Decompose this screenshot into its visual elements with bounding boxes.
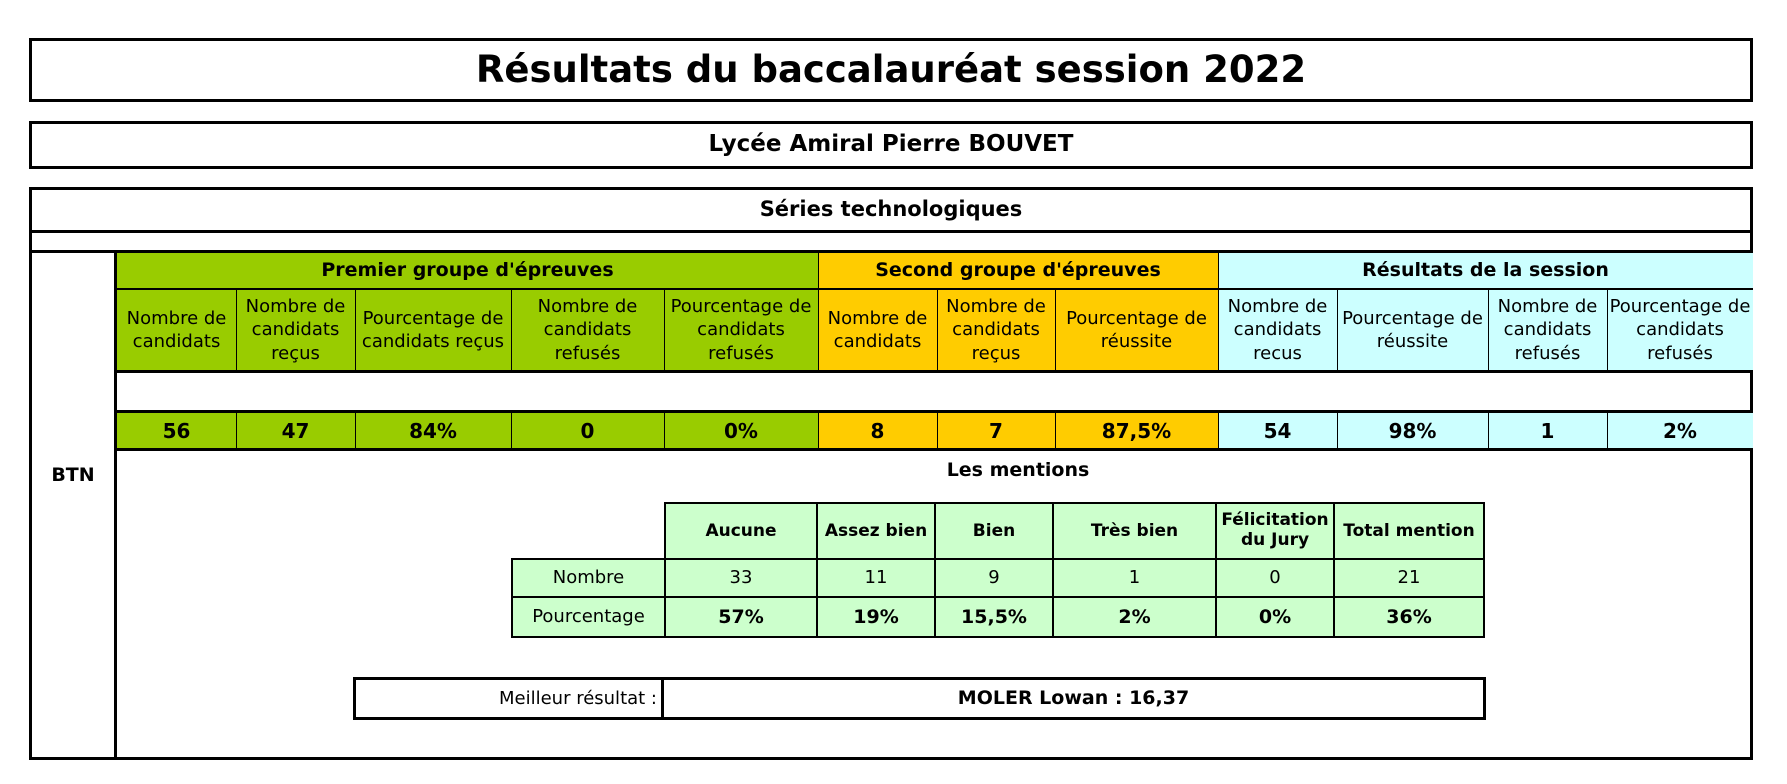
results-table xyxy=(29,187,1753,760)
mentions-col-tres-bien: Très bien xyxy=(1052,502,1217,560)
divider xyxy=(236,413,237,448)
value-g1-pct-recus: 84% xyxy=(355,413,511,448)
mentions-nombre-assez-bien: 11 xyxy=(816,558,936,598)
mentions-title: Les mentions xyxy=(946,458,1090,481)
value-g2-pct-reussite: 87,5% xyxy=(1055,413,1218,448)
header-g3-pct-refuses: Pourcentage de candidats refusés xyxy=(1607,290,1753,370)
page-title: Résultats du baccalauréat session 2022 xyxy=(475,47,1307,91)
mentions-nombre-bien: 9 xyxy=(934,558,1054,598)
mentions-pct-assez-bien: 19% xyxy=(816,596,936,638)
header-g1-pct-recus: Pourcentage de candidats reçus xyxy=(355,290,511,370)
divider xyxy=(355,413,356,448)
header-g1-pct-refuses: Pourcentage de candidats refusés xyxy=(664,290,818,370)
mentions-table xyxy=(511,502,1475,640)
divider xyxy=(1218,253,1219,370)
header-g3-pct-reussite: Pourcentage de réussite xyxy=(1337,290,1488,370)
school-name: Lycée Amiral Pierre BOUVET xyxy=(708,131,1074,158)
mentions-col-bien: Bien xyxy=(934,502,1054,560)
value-g2-candidats: 8 xyxy=(818,413,937,448)
best-result-label: Meilleur résultat : xyxy=(498,687,657,709)
group-results-header: Résultats de la session xyxy=(1218,253,1753,288)
divider xyxy=(818,253,819,370)
value-g3-pct-reussite: 98% xyxy=(1337,413,1488,448)
divider xyxy=(511,290,512,370)
divider xyxy=(937,413,938,448)
mentions-pct-total: 36% xyxy=(1333,596,1485,638)
divider xyxy=(511,413,512,448)
divider xyxy=(664,413,665,448)
divider xyxy=(1607,290,1608,370)
header-g3-recus: Nombre de candidats recus xyxy=(1218,290,1337,370)
mentions-col-felicitation: Félicitation du Jury xyxy=(1215,502,1335,560)
value-g1-recus: 47 xyxy=(236,413,355,448)
header-g1-refuses: Nombre de candidats refusés xyxy=(511,290,664,370)
divider xyxy=(355,290,356,370)
value-g1-refuses: 0 xyxy=(511,413,664,448)
best-result-box xyxy=(353,677,1486,720)
value-g3-refuses: 1 xyxy=(1488,413,1607,448)
mentions-col-total: Total mention xyxy=(1333,502,1485,560)
mentions-pct-bien: 15,5% xyxy=(934,596,1054,638)
value-g3-recus: 54 xyxy=(1218,413,1337,448)
divider xyxy=(236,290,237,370)
group-first-header: Premier groupe d'épreuves xyxy=(117,253,818,288)
mentions-nombre-felicitation: 0 xyxy=(1215,558,1335,598)
header-g1-candidats: Nombre de candidats xyxy=(117,290,236,370)
mentions-pct-aucune: 57% xyxy=(664,596,818,638)
mentions-pct-felicitation: 0% xyxy=(1215,596,1335,638)
title-box xyxy=(29,38,1753,102)
divider xyxy=(664,290,665,370)
divider xyxy=(1337,413,1338,448)
school-box xyxy=(29,121,1753,169)
divider xyxy=(1488,413,1489,448)
divider xyxy=(117,448,1753,451)
divider xyxy=(1488,290,1489,370)
value-g1-candidats: 56 xyxy=(117,413,236,448)
mentions-pct-tres-bien: 2% xyxy=(1052,596,1217,638)
divider xyxy=(1607,413,1608,448)
header-g2-pct-reussite: Pourcentage de réussite xyxy=(1055,290,1218,370)
mentions-row-label-nombre: Nombre xyxy=(511,558,666,598)
value-g2-recus: 7 xyxy=(937,413,1055,448)
mentions-col-aucune: Aucune xyxy=(664,502,818,560)
divider xyxy=(1337,290,1338,370)
value-g1-pct-refuses: 0% xyxy=(664,413,818,448)
section-title: Séries technologiques xyxy=(759,197,1023,222)
header-g2-recus: Nombre de candidats reçus xyxy=(937,290,1055,370)
divider xyxy=(1055,290,1056,370)
divider xyxy=(937,290,938,370)
group-second-header: Second groupe d'épreuves xyxy=(818,253,1218,288)
header-g1-recus: Nombre de candidats reçus xyxy=(236,290,355,370)
value-g3-pct-refuses: 2% xyxy=(1607,413,1753,448)
divider xyxy=(32,230,1750,233)
header-g2-candidats: Nombre de candidats xyxy=(818,290,937,370)
mentions-col-assez-bien: Assez bien xyxy=(816,502,936,560)
best-result-value: MOLER Lowan : 16,37 xyxy=(957,687,1190,710)
series-label: BTN xyxy=(51,463,95,486)
mentions-nombre-aucune: 33 xyxy=(664,558,818,598)
mentions-row-label-pourcentage: Pourcentage xyxy=(511,596,666,638)
divider xyxy=(1055,413,1056,448)
header-g3-refuses: Nombre de candidats refusés xyxy=(1488,290,1607,370)
mentions-nombre-tres-bien: 1 xyxy=(1052,558,1217,598)
divider xyxy=(818,413,819,448)
divider xyxy=(1218,413,1219,448)
mentions-nombre-total: 21 xyxy=(1333,558,1485,598)
divider xyxy=(117,370,1753,373)
